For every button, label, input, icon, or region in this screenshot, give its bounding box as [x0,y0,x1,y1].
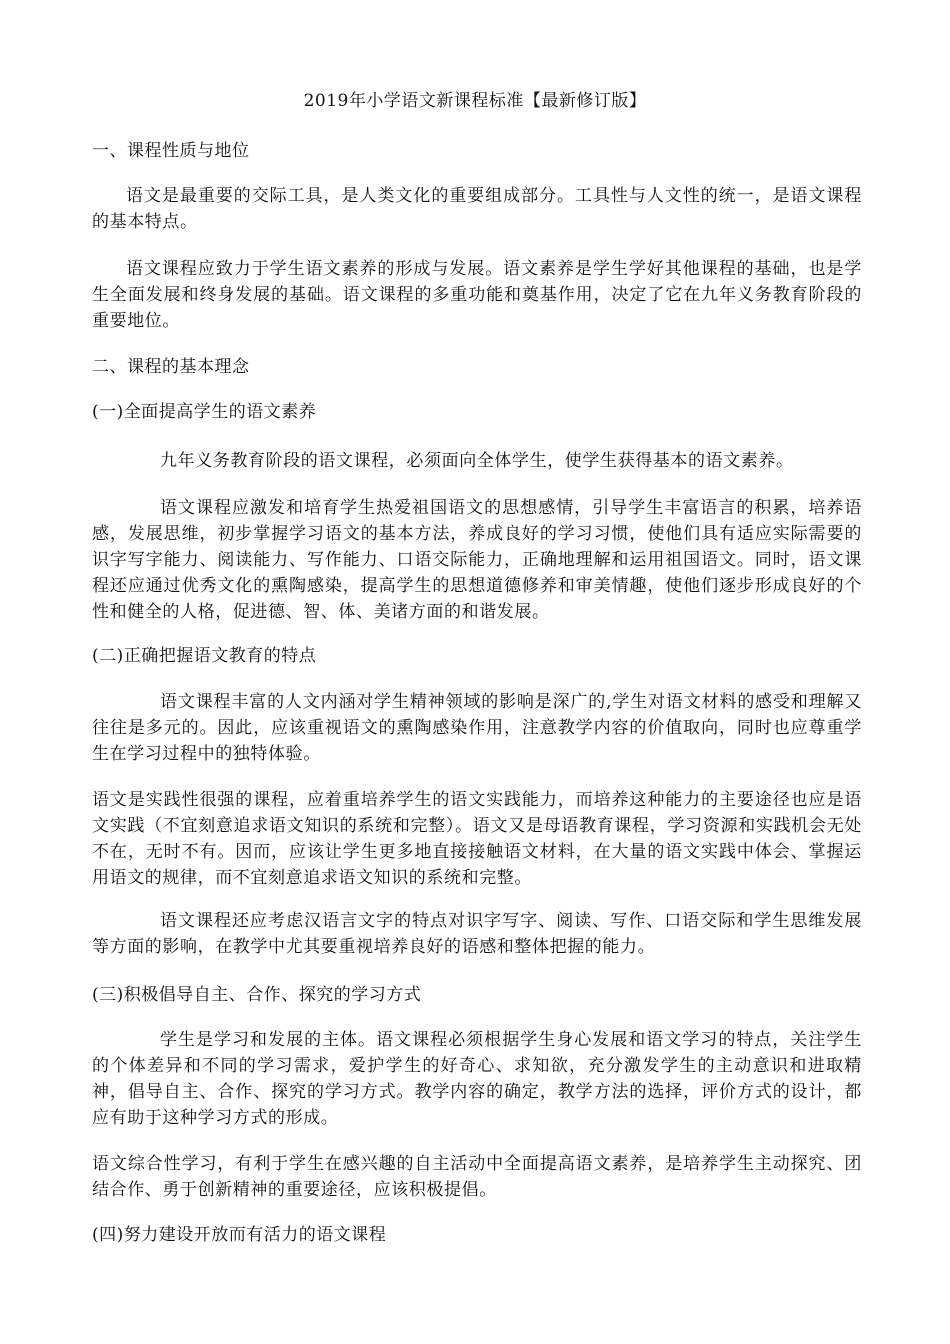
section-heading-2: 二、课程的基本理念 [92,357,250,377]
paragraph: 语文课程还应考虑汉语言文字的特点对识字写字、阅读、写作、口语交际和学生思维发展等方面的影响，在教学中尤其要重视培养良好的语感和整体把握的能力。 [92,911,862,957]
subsection-heading-3: (三)积极倡导自主、合作、探究的学习方式 [92,985,422,1005]
paragraph: 学生是学习和发展的主体。语文课程必须根据学生身心发展和语文学习的特点，关注学生的个体差异和不同的学习需求，爱护学生的好奇心、求知欲，充分激发学生的主动意识和进取精神，倡导自主、合作、探究的学习方式。教学内容的确定，教学方法的选择，评价方式的设计，都应有助于这种学习方式的形成。 [92,1030,862,1128]
subsection-heading-4: (四)努力建设开放而有活力的语文课程 [92,1225,387,1245]
document-title: 2019年小学语文新课程标准【最新修订版】 [303,91,647,111]
paragraph: 九年义务教育阶段的语文课程，必须面向全体学生，使学生获得基本的语文素养。 [160,451,794,471]
subsection-heading-1: (一)全面提高学生的语文素养 [92,402,317,422]
paragraph: 语文是实践性很强的课程，应着重培养学生的语文实践能力，而培养这种能力的主要途径也应是语文实践（不宜刻意追求语文知识的系统和完整）。语文又是母语教育课程，学习资源和实践机会无处不在，无时不有。因而，应该让学生更多地直接接触语文材料，在大量的语文实践中体会、掌握运用语文的规律，而不宜刻意追求语文知识的系统和完整。 [92,790,862,888]
paragraph: 语文课程应致力于学生语文素养的形成与发展。语文素养是学生学好其他课程的基础，也是学生全面发展和终身发展的基础。语文课程的多重功能和奠基作用，决定了它在九年义务教育阶段的重要地位。 [92,259,862,331]
paragraph: 语文课程丰富的人文内涵对学生精神领域的影响是深广的,学生对语文材料的感受和理解又往往是多元的。因此，应该重视语文的熏陶感染作用，注意教学内容的价值取向，同时也应尊重学生在学习过程中的独特体验。 [92,692,862,764]
paragraph: 语文综合性学习，有利于学生在感兴趣的自主活动中全面提高语文素养，是培养学生主动探究、团结合作、勇于创新精神的重要途径，应该积极提倡。 [92,1154,862,1200]
subsection-heading-2: (二)正确把握语文教育的特点 [92,646,317,666]
section-heading-1: 一、课程性质与地位 [92,141,250,161]
paragraph: 语文课程应激发和培育学生热爱祖国语文的思想感情，引导学生丰富语言的积累，培养语感，发展思维，初步掌握学习语文的基本方法，养成良好的学习习惯，使他们具有适应实际需要的识字写字能力、阅读能力、写作能力、口语交际能力，正确地理解和运用祖国语文。同时，语文课程还应通过优秀文化的熏陶感染，提高学生的思想道德修养和审美情趣，使他们逐步形成良好的个性和健全的人格，促进德、智、体、美诸方面的和谐发展。 [92,498,862,622]
paragraph: 语文是最重要的交际工具，是人类文化的重要组成部分。工具性与人文性的统一，是语文课程的基本特点。 [92,186,862,232]
